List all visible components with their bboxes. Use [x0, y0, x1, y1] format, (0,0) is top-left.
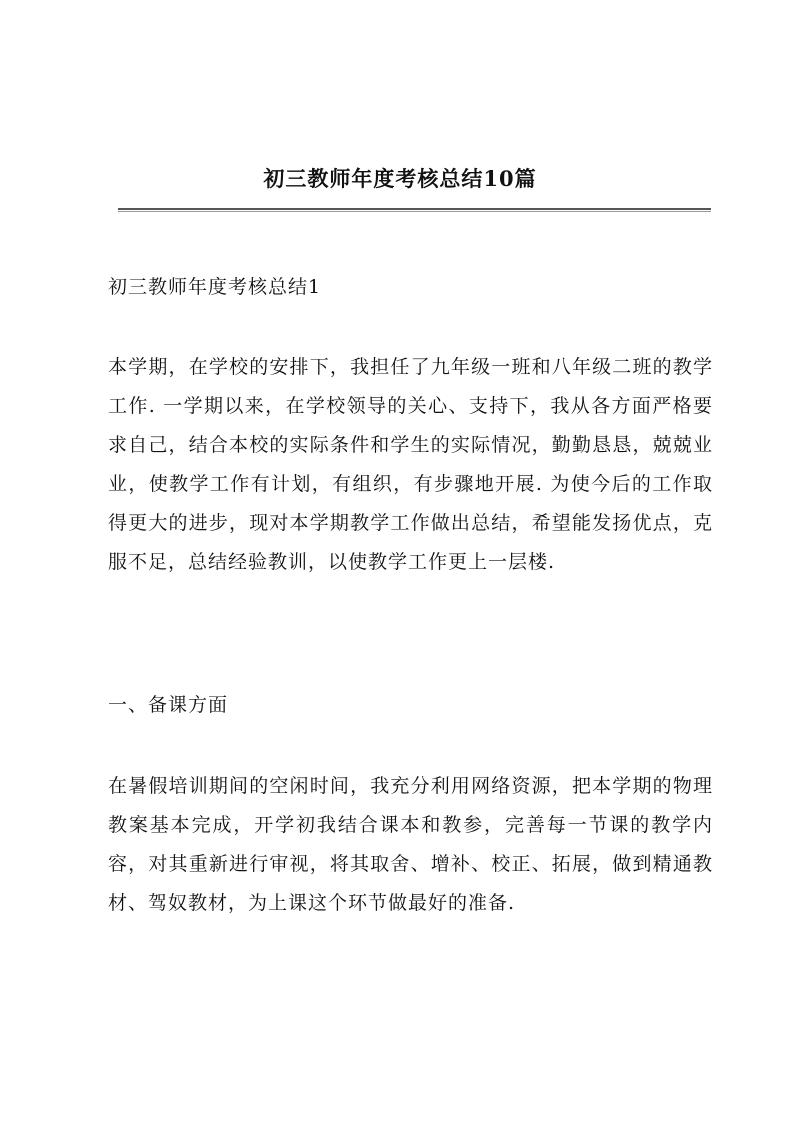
body-paragraph-1: 本学期，在学校的安排下，我担任了九年级一班和八年级二班的教学工作. 一学期以来，在学校领导的关心、支持下，我从各方面严格要求自己，结合本校的实际条件和学生的实际情况，勤勤恳恳，兢兢业业，使教学工作有计划，有组织，有步骤地开展. 为使今后的工作取得更大的进步，现对本学期教学工作做出总结，希望能发扬优点，克服不足，总结经验教训，以使教学工作更上一层楼. — [108, 356, 713, 573]
title-underline — [118, 208, 711, 212]
section-heading: 初三教师年度考核总结1 — [108, 276, 322, 298]
document-title: 初三教师年度考核总结10篇 — [263, 166, 537, 191]
subheading-lesson-prep: 一、备课方面 — [108, 694, 229, 716]
body-paragraph-2: 在暑假培训期间的空闲时间，我充分利用网络资源，把本学期的物理教案基本完成，开学初我结合课本和教参，完善每一节课的教学内容，对其重新进行审视，将其取舍、增补、校正、拓展，做到精通教材、驾奴教材，为上课这个环节做最好的准备. — [108, 775, 713, 914]
